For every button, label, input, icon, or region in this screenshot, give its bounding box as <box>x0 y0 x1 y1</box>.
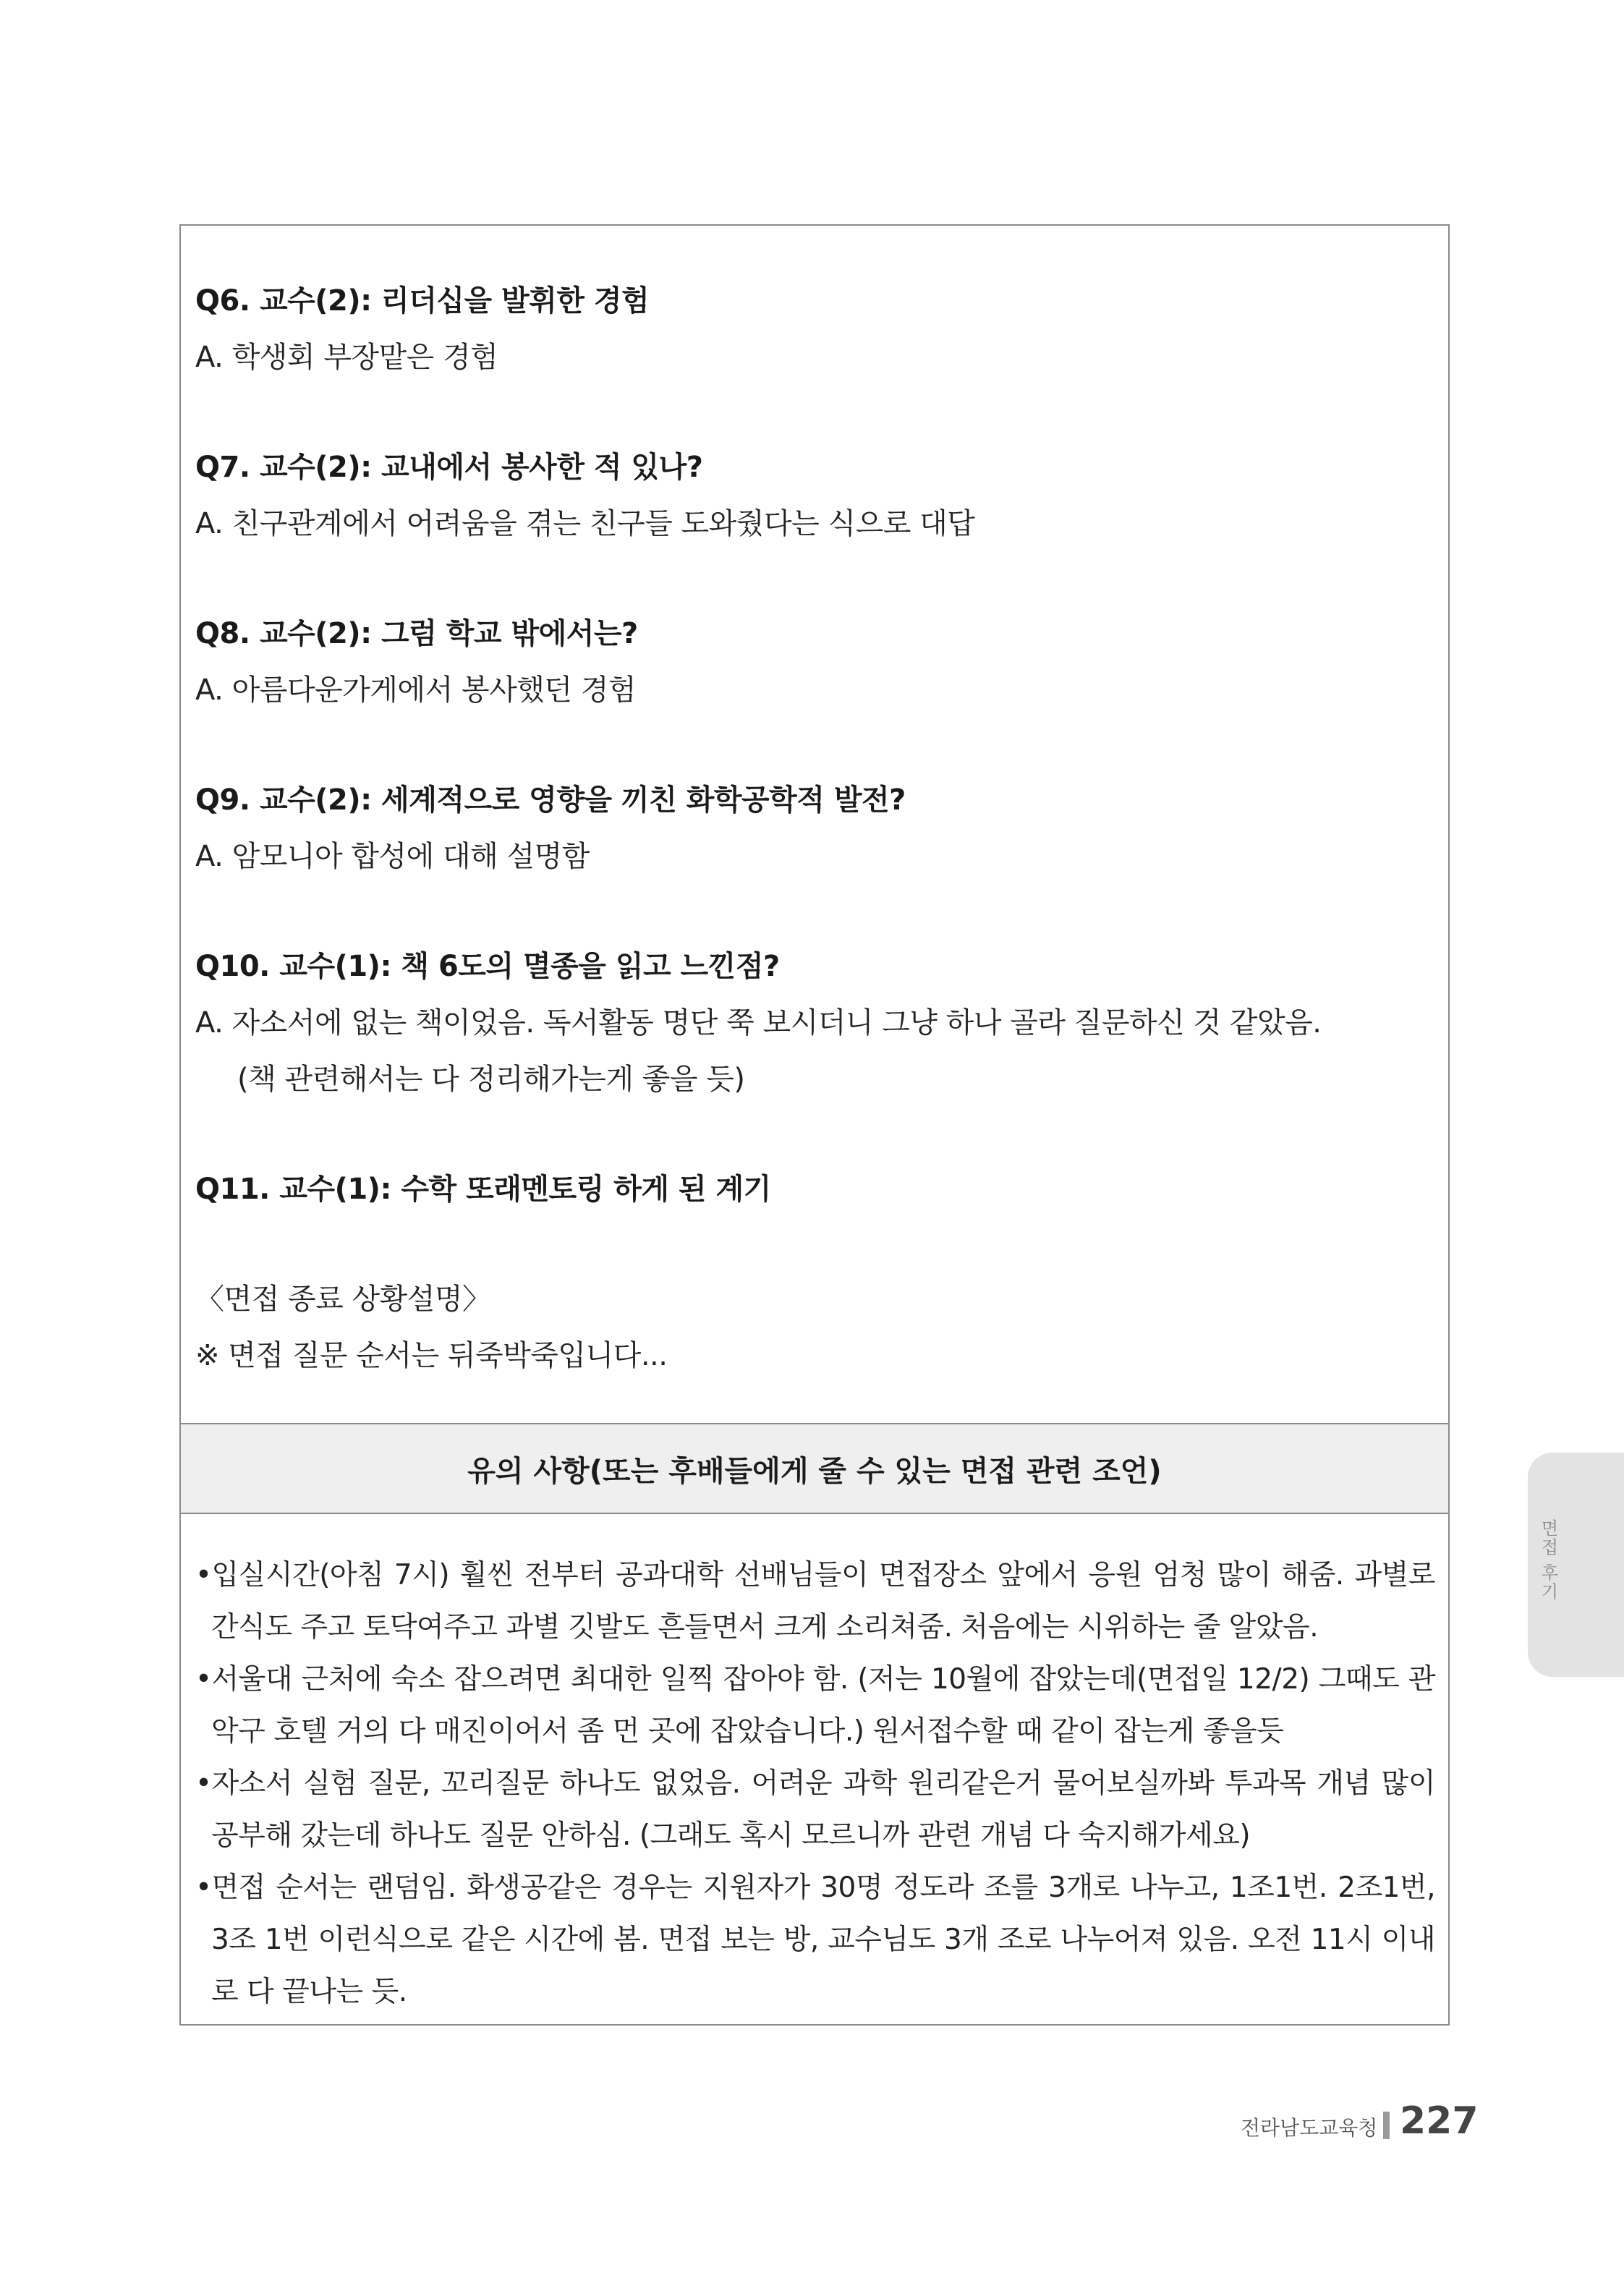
content-box <box>179 224 1450 2026</box>
question-9: Q9. 교수(2): 세계적으로 영향을 끼친 화학공학적 발전? <box>195 783 906 817</box>
advice-list <box>195 1550 1435 2018</box>
question-7: Q7. 교수(2): 교내에서 봉사한 적 있나? <box>195 451 703 484</box>
closing-note: ※ 면접 질문 순서는 뒤죽박죽입니다... <box>195 1339 668 1372</box>
side-tab-label: 면접 후기 <box>1538 1519 1558 1602</box>
closing-title: 〈면접 종료 상황설명〉 <box>195 1283 491 1316</box>
question-10: Q10. 교수(1): 책 6도의 멸종을 읽고 느낀점? <box>195 950 780 983</box>
answer-10: A. 자소서에 없는 책이었음. 독서활동 명단 쭉 보시더니 그냥 하나 골라 질문하신 것 같았음. <box>195 1006 1322 1040</box>
answer-9: A. 암모니아 합성에 대해 설명함 <box>195 840 590 873</box>
question-6: Q6. 교수(2): 리더십을 발휘한 경험 <box>195 284 650 318</box>
advice-item: •자소서 실험 질문, 꼬리질문 하나도 없었음. 어려운 과학 원리같은거 물어보실까봐 투과목 개념 많이 공부해 갔는데 하나도 질문 안하심. (그래도 혹시 모르니까 관련 개념 다 숙지해가세요) <box>195 1767 1435 1852</box>
answer-7: A. 친구관계에서 어려움을 겪는 친구들 도와줬다는 식으로 대답 <box>195 507 975 540</box>
footer-divider <box>1383 2112 1390 2139</box>
advice-item: •입실시간(아침 7시) 훨씬 전부터 공과대학 선배님들이 면접장소 앞에서 응원 엄청 많이 해줌. 과별로 간식도 주고 토닥여주고 과별 깃발도 흔들면서 크게 소리쳐줌. 처음에는 시위하는 줄 알았음. <box>195 1559 1435 1644</box>
page-number: 227 <box>1400 2099 1479 2143</box>
answer-10-continued: (책 관련해서는 다 정리해가는게 좋을 듯) <box>237 1063 745 1096</box>
question-11: Q11. 교수(1): 수학 또래멘토링 하게 된 계기 <box>195 1173 771 1206</box>
answer-6: A. 학생회 부장맡은 경험 <box>195 341 498 374</box>
advice-item: •면접 순서는 랜덤임. 화생공같은 경우는 지원자가 30명 정도라 조를 3개로 나누고, 1조1번. 2조1번, 3조 1번 이런식으로 같은 시간에 봄. 면접 보는 방, 교수님도 3개 조로 나누어져 있음. 오전 11시 이내로 다 끝나는 듯. <box>195 1871 1435 2008</box>
qa-section <box>195 226 1434 1423</box>
footer-publisher: 전라남도교육청 <box>1241 2116 1378 2140</box>
advice-item: •서울대 근처에 숙소 잡으려면 최대한 일찍 잡아야 함. (저는 10월에 잡았는데(면접일 12/2) 그때도 관악구 호텔 거의 다 매진이어서 좀 먼 곳에 잡았습니다.) 원서접수할 때 같이 잡는게 좋을듯 <box>195 1663 1435 1748</box>
answer-8: A. 아름다운가게에서 봉사했던 경험 <box>195 673 636 707</box>
question-8: Q8. 교수(2): 그럼 학교 밖에서는? <box>195 617 638 650</box>
advice-header: 유의 사항(또는 후배들에게 줄 수 있는 면접 관련 조언) <box>181 1423 1448 1514</box>
